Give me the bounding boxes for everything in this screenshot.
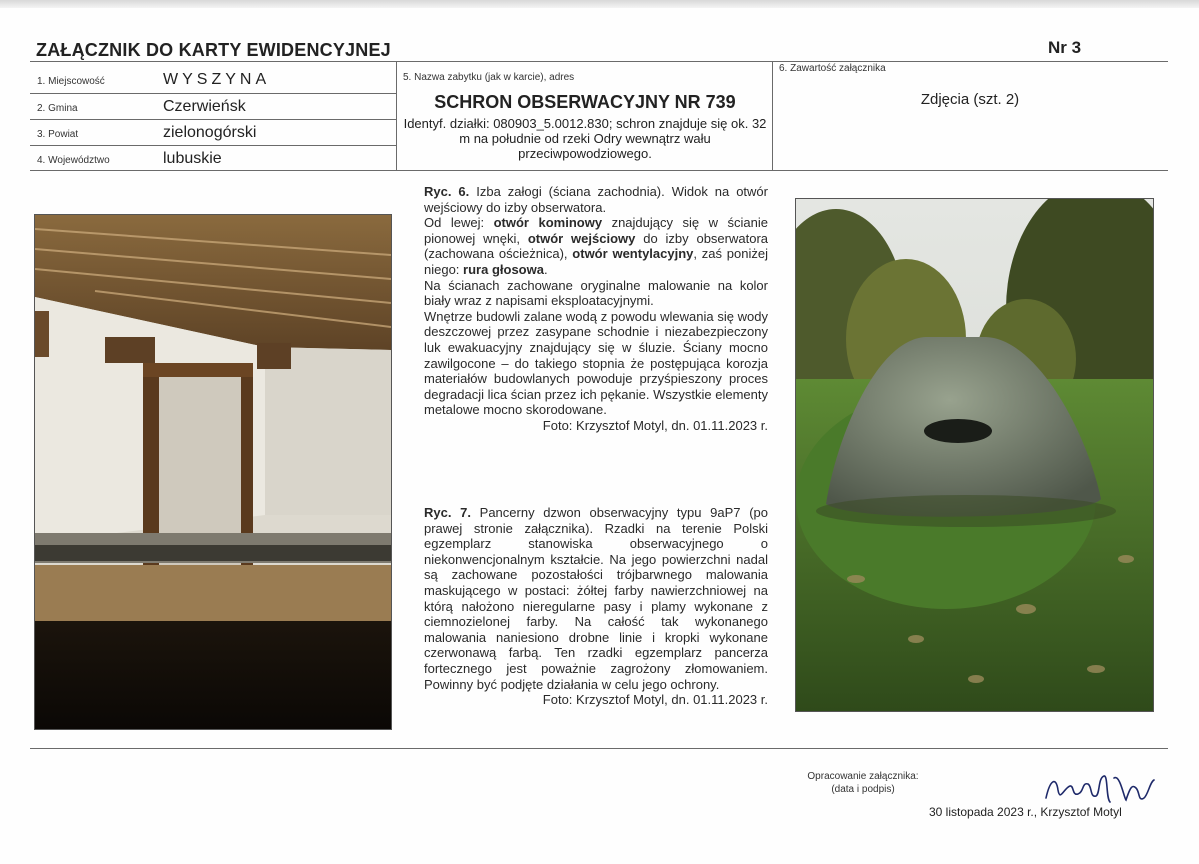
locality-label: 1. Miejscowość [37,76,105,87]
row-divider [30,145,396,146]
row-divider [30,93,396,94]
commune-label: 2. Gmina [37,103,78,114]
features-prefix: Od lewej: [424,215,494,231]
row-divider [30,119,396,120]
prepared-by-line-2: (data i podpis) [831,784,895,795]
features-text: znajdujący się w ścianie pionowej wnęki, [424,215,768,246]
figure-7-body: Pancerny dzwon obserwacyjny typu 9aP7 (po prawej stronie załącznika). Rzadki na terenie Polski egzemplarz stanowiska obserwacyjnego o niekonwencjonalnym kształcie. Na jego powierzchni nadal są zachowane pozostałości trójbarwnego malowania maskującego w postaci: żółtej farby nawierzchniowej na którą nałożono nieregularne pasy i plamy wykonane z ciemnozielonej farby. Na całość tak wykonanego malowania naniesiono drobne linie i kropki wykonane czerwonawą farbą. Ten rzadki egzemplarz pancerza fortecznego jest poważnie zagrożony złomowaniem. Powinny być podjęte działania w celu jego ochrony. [424,505,768,692]
figure-6-features [424,215,768,277]
figure-6-caption [424,184,768,434]
attachment-contents-value: Zdjęcia (szt. 2) [920,91,1020,108]
figure-6-photo-credit: Foto: Krzysztof Motyl, dn. 01.11.2023 r. [542,417,768,433]
column-divider [772,61,773,171]
figure-7-photo-credit: Foto: Krzysztof Motyl, dn. 01.11.2023 r. [542,692,768,708]
figure-6-intro [424,184,768,215]
prepared-by-line-1: Opracowanie załącznika: [807,771,919,782]
figure-7-caption [424,505,768,708]
voivodeship-label: 4. Województwo [37,155,110,166]
district-label: 3. Powiat [37,129,79,140]
chimney-opening-term: otwór kominowy [493,215,603,231]
observation-bell-illustration [796,199,1153,711]
header-rule [30,61,1168,62]
features-text: . [543,261,548,277]
locality-value: WYSZYNA [163,71,271,88]
monument-name: SCHRON OBSERWACYJNY NR 739 [434,92,736,112]
form-bottom-rule [30,170,1168,171]
commune-value: Czerwieńsk [163,98,246,115]
date-and-author: 30 listopada 2023 r., Krzysztof Motyl [929,805,1122,819]
figure-7-text [424,505,768,692]
voice-pipe-term: rura głosowa [463,261,544,277]
figure-6-condition: Wnętrze budowli zalane wodą z powodu wlewania się wody deszczowej przez zasypane schodnie i niezabezpieczony luk ewakuacyjny znajdujący się w śluzie. Ściany mocno zawilgocone – do takiego stopnia że postępująca korozja materiałów budowlanych powoduje przyśpieszony proces degradacji lica ścian przez ich pękanie. Wszystkie elementy metalowe mocno skorodowane. [424,308,768,418]
monument-name-label: 5. Nazwa zabytku (jak w karcie), adres [403,72,575,83]
voivodeship-value: lubuskie [163,150,222,167]
figure-6-intro-text: Izba załogi (ściana zachodnia). Widok na otwór wejściowy do izby obserwatora. [424,184,768,215]
crew-room-illustration [35,215,391,729]
photo-observation-bell [795,198,1154,712]
features-text: do izby obserwatora (zachowana ościeżnica), [424,230,768,262]
prepared-by-label [773,770,953,796]
entrance-opening-term: otwór wejściowy [527,230,636,246]
footer-rule [30,748,1168,749]
figure-7-ref: Ryc. 7. [424,505,471,520]
document-title: ZAŁĄCZNIK DO KARTY EWIDENCYJNEJ [36,40,391,60]
column-divider [396,61,397,171]
ventilation-opening-term: otwór wentylacyjny [572,246,694,262]
attachment-number: Nr 3 [1048,38,1082,57]
figure-6-ref: Ryc. 6. [424,184,470,199]
attachment-contents-label: 6. Zawartość załącznika [779,63,886,74]
figure-6-paint: Na ścianach zachowane oryginalne malowanie na kolor biały wraz z napisami eksploatacyjnymi. [424,277,768,309]
features-text: , zaś poniżej niego: [424,246,768,277]
monument-address: Identyf. działki: 080903_5.0012.830; schron znajduje się ok. 32 m na południe od rzeki Odry wewnątrz wału przeciwpowodziowego. [403,116,767,161]
photo-crew-room [34,214,392,730]
district-value: zielonogórski [163,124,257,141]
scan-top-shadow [0,0,1199,8]
